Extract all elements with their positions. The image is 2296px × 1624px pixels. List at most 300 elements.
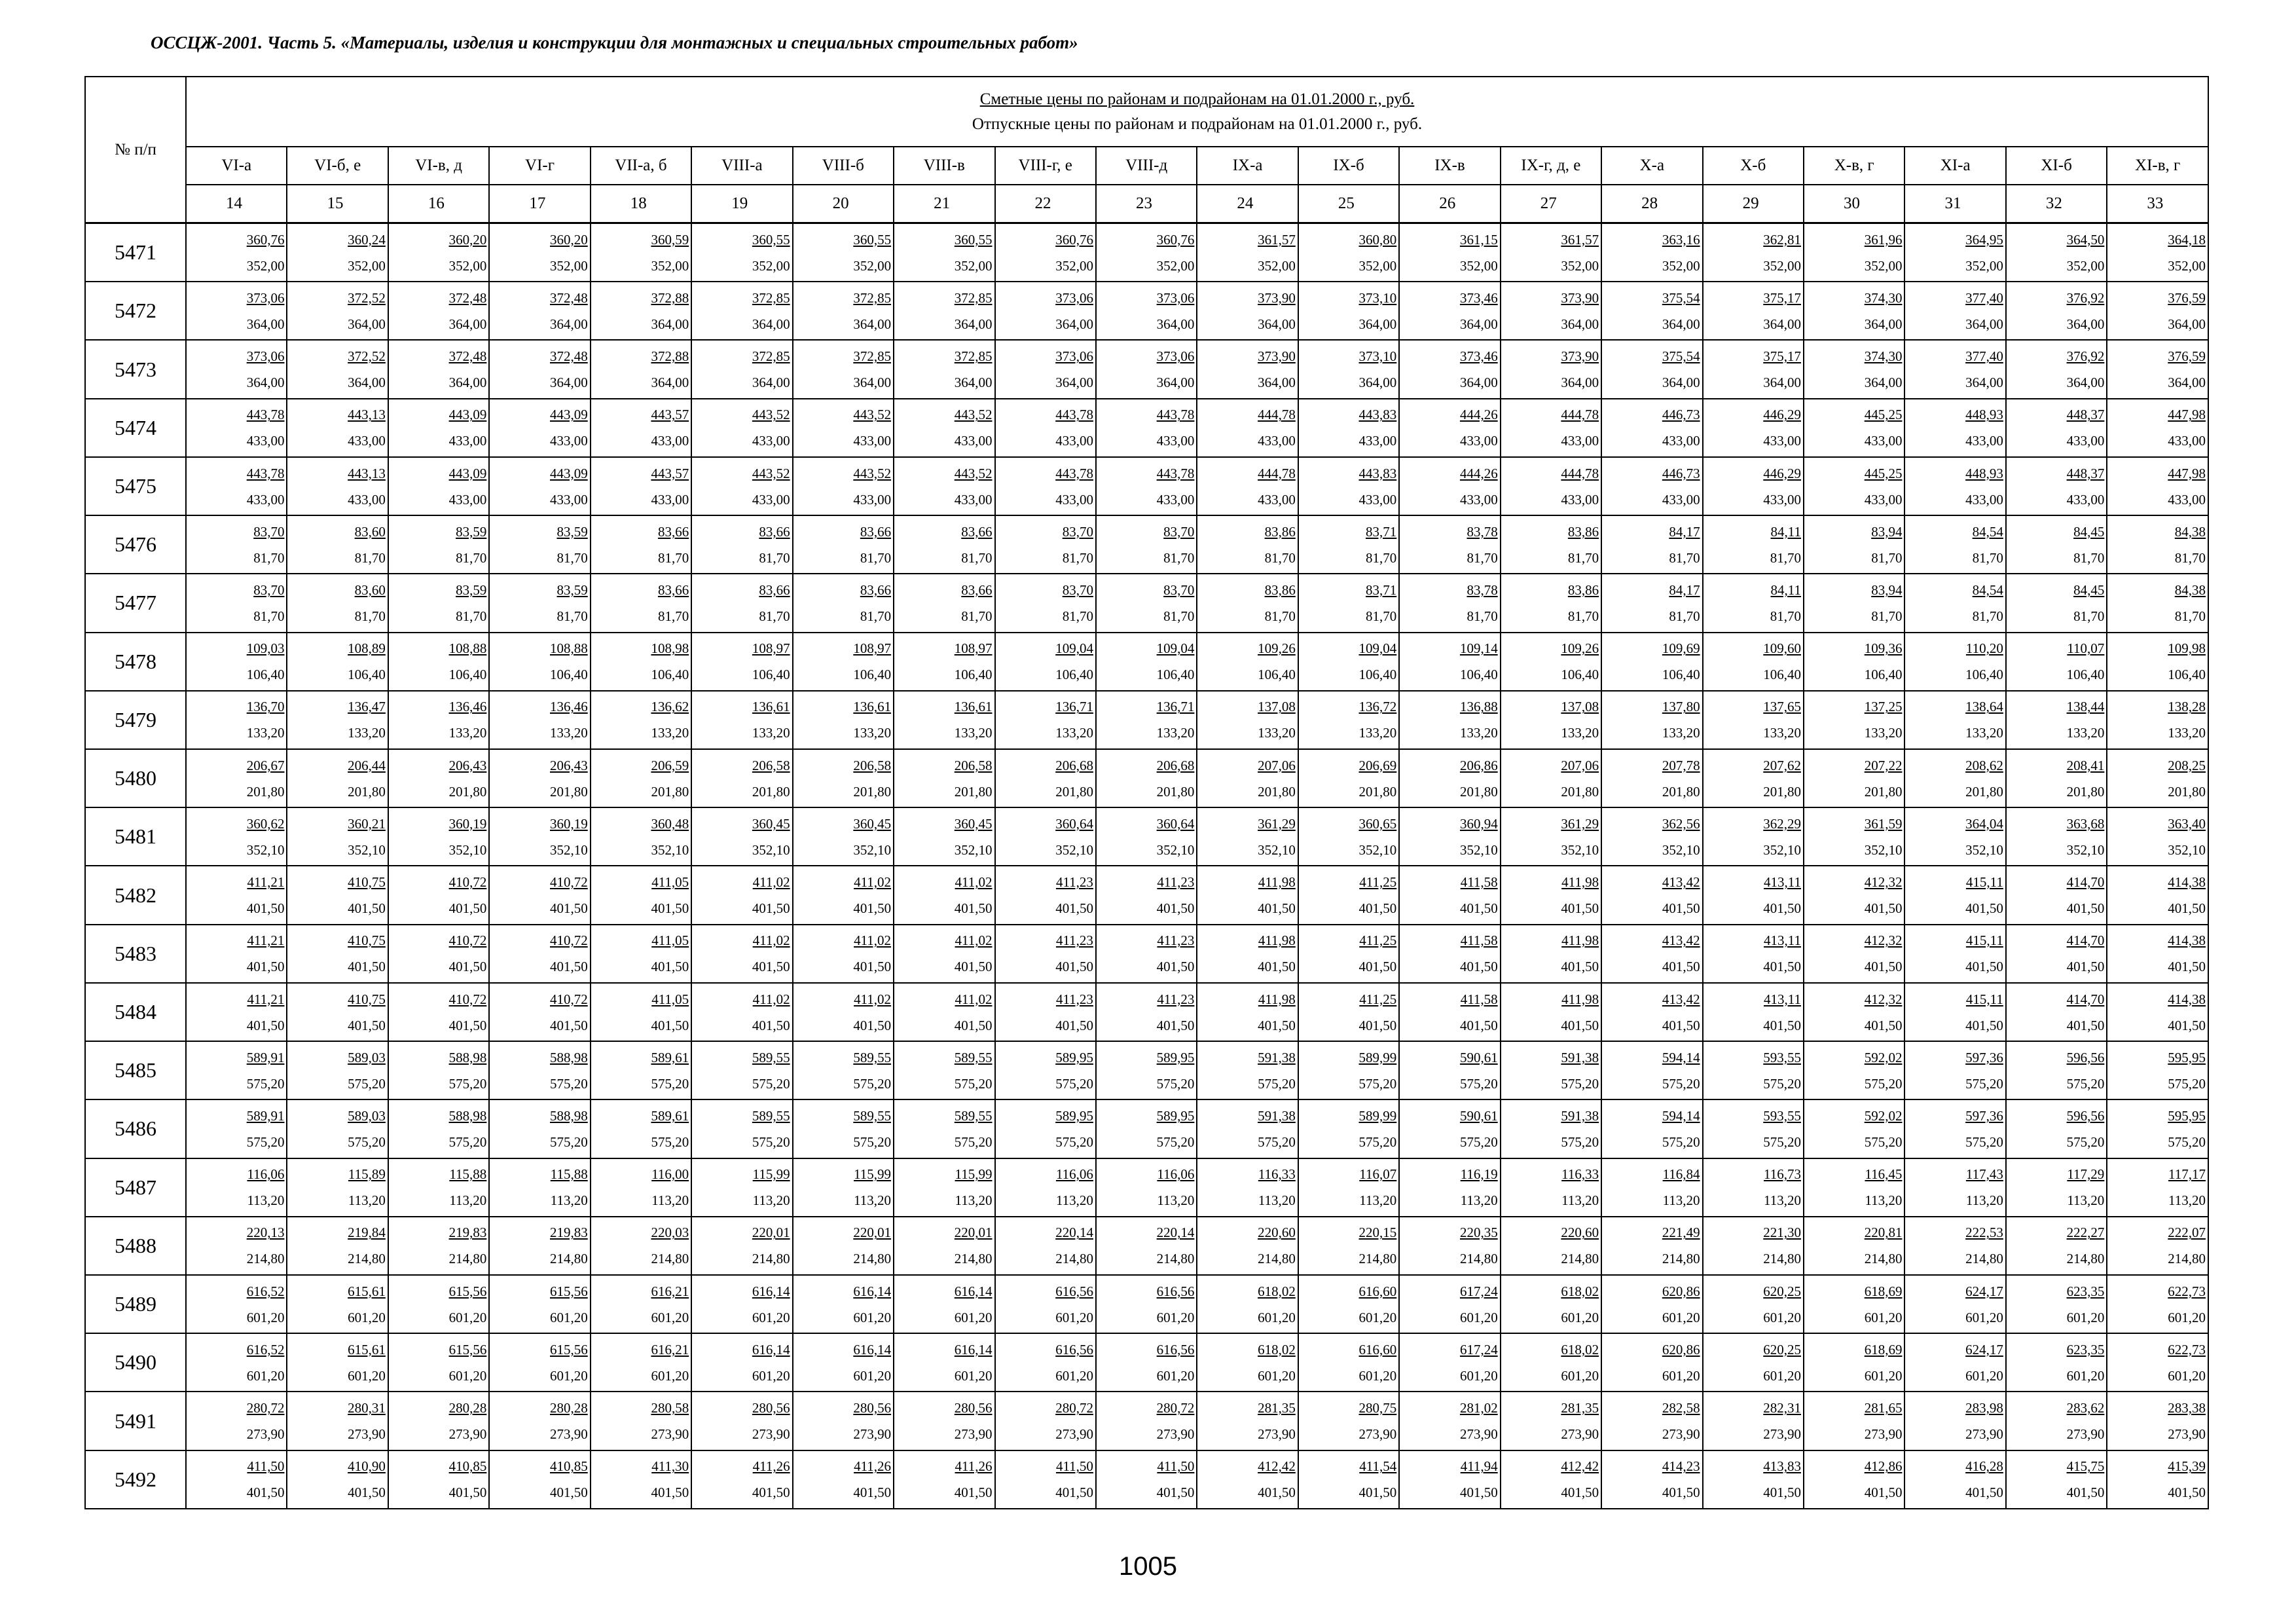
price-cell xyxy=(691,1217,792,1275)
release-price: 433,00 xyxy=(1156,433,1195,449)
price-cell xyxy=(1197,925,1298,983)
price-cell xyxy=(591,925,691,983)
price-cell xyxy=(995,1450,1096,1509)
estimate-price: 412,32 xyxy=(1864,991,1903,1007)
price-cell xyxy=(186,1099,287,1158)
estimate-price: 84,17 xyxy=(1669,523,1700,540)
price-cell xyxy=(1703,866,1804,924)
price-cell xyxy=(591,282,691,340)
price-cell xyxy=(388,983,489,1041)
estimate-price: 83,60 xyxy=(354,523,386,540)
estimate-price: 589,95 xyxy=(1055,1107,1093,1124)
release-price: 364,00 xyxy=(651,316,689,332)
release-price: 401,50 xyxy=(1156,900,1195,917)
release-price: 601,20 xyxy=(1258,1309,1296,1325)
table-row xyxy=(85,574,2208,632)
estimate-price: 591,38 xyxy=(1258,1107,1296,1124)
estimate-price: 617,24 xyxy=(1459,1341,1498,1357)
estimate-price: 116,84 xyxy=(1662,1166,1700,1183)
estimate-price: 360,19 xyxy=(448,815,487,832)
estimate-price: 363,40 xyxy=(2168,815,2206,832)
estimate-price: 83,70 xyxy=(1062,581,1093,598)
release-price: 201,80 xyxy=(954,783,993,800)
price-cell xyxy=(1197,399,1298,457)
release-price: 352,10 xyxy=(246,841,285,858)
estimate-price: 360,19 xyxy=(550,815,588,832)
estimate-price: 219,84 xyxy=(348,1225,386,1241)
estimate-price: 362,29 xyxy=(1763,815,1801,832)
release-price: 433,00 xyxy=(1864,433,1903,449)
release-price: 364,00 xyxy=(1561,375,1599,391)
price-cell xyxy=(287,574,388,632)
estimate-price: 589,03 xyxy=(348,1107,386,1124)
estimate-price: 117,29 xyxy=(2067,1166,2105,1183)
estimate-price: 589,91 xyxy=(246,1049,285,1065)
release-price: 401,50 xyxy=(348,1017,386,1033)
estimate-price: 411,21 xyxy=(247,874,285,891)
release-price: 81,70 xyxy=(1163,549,1195,566)
release-price: 352,10 xyxy=(752,841,790,858)
release-price: 401,50 xyxy=(550,900,588,917)
estimate-price: 596,56 xyxy=(2066,1049,2105,1065)
estimate-price: 136,62 xyxy=(651,699,689,715)
estimate-price: 411,30 xyxy=(651,1458,689,1475)
release-price: 352,10 xyxy=(1055,841,1093,858)
price-cell xyxy=(1804,807,1904,866)
estimate-price: 108,97 xyxy=(954,640,993,657)
estimate-price: 411,23 xyxy=(1055,874,1093,891)
estimate-price: 360,20 xyxy=(550,231,588,248)
release-price: 352,00 xyxy=(1864,257,1903,274)
estimate-price: 83,66 xyxy=(961,523,993,540)
estimate-price: 137,65 xyxy=(1763,699,1801,715)
release-price: 401,50 xyxy=(1561,900,1599,917)
estimate-price: 220,03 xyxy=(651,1225,689,1241)
price-cell xyxy=(1298,749,1399,807)
estimate-price: 373,06 xyxy=(246,289,285,306)
release-price: 273,90 xyxy=(1965,1426,2003,1443)
release-price: 575,20 xyxy=(1763,1134,1801,1150)
release-price: 113,20 xyxy=(1865,1192,1903,1209)
estimate-price: 136,61 xyxy=(954,699,993,715)
estimate-price: 616,60 xyxy=(1358,1283,1397,1299)
estimate-price: 206,44 xyxy=(348,757,386,773)
release-price: 201,80 xyxy=(1662,783,1700,800)
estimate-price: 616,14 xyxy=(853,1283,892,1299)
column-number: 23 xyxy=(1096,185,1197,223)
price-cell xyxy=(186,1333,287,1392)
estimate-price: 83,71 xyxy=(1366,523,1397,540)
release-price: 401,50 xyxy=(651,1485,689,1501)
release-price: 433,00 xyxy=(348,491,386,507)
estimate-price: 414,70 xyxy=(2066,932,2105,949)
price-cell xyxy=(2107,1217,2208,1275)
release-price: 401,50 xyxy=(448,959,487,975)
region-header: VI-г xyxy=(489,147,590,185)
estimate-price: 618,69 xyxy=(1864,1283,1903,1299)
estimate-price: 410,75 xyxy=(348,932,386,949)
price-cell xyxy=(2107,925,2208,983)
column-number: 14 xyxy=(186,185,287,223)
release-price: 433,00 xyxy=(651,433,689,449)
price-cell xyxy=(1298,1392,1399,1450)
release-price: 575,20 xyxy=(1358,1075,1397,1092)
release-price: 401,50 xyxy=(1965,900,2003,917)
release-price: 364,00 xyxy=(752,375,790,391)
price-cell xyxy=(1601,1275,1702,1333)
estimate-price: 207,06 xyxy=(1561,757,1599,773)
estimate-price: 443,83 xyxy=(1358,465,1397,481)
release-price: 601,20 xyxy=(1864,1309,1903,1325)
estimate-price: 443,78 xyxy=(246,407,285,423)
estimate-price: 617,24 xyxy=(1459,1283,1498,1299)
price-cell xyxy=(1096,1099,1197,1158)
release-price: 401,50 xyxy=(1358,1485,1397,1501)
price-cell xyxy=(1096,515,1197,574)
price-cell xyxy=(995,691,1096,749)
release-price: 401,50 xyxy=(651,900,689,917)
column-number: 30 xyxy=(1804,185,1904,223)
release-price: 106,40 xyxy=(752,667,790,683)
price-cell xyxy=(489,633,590,691)
release-price: 433,00 xyxy=(853,491,892,507)
release-price: 364,00 xyxy=(1358,316,1397,332)
estimate-price: 373,06 xyxy=(1156,289,1195,306)
estimate-price: 589,61 xyxy=(651,1107,689,1124)
price-cell xyxy=(388,1392,489,1450)
release-price: 601,20 xyxy=(1055,1367,1093,1384)
estimate-price: 590,61 xyxy=(1459,1049,1498,1065)
table-row xyxy=(85,515,2208,574)
column-number: 24 xyxy=(1197,185,1298,223)
price-cell xyxy=(186,1217,287,1275)
price-cell xyxy=(287,925,388,983)
release-price: 401,50 xyxy=(1965,1017,2003,1033)
price-cell xyxy=(1096,925,1197,983)
region-header: XI-б xyxy=(2006,147,2107,185)
price-cell xyxy=(995,983,1096,1041)
price-cell xyxy=(1601,457,1702,515)
price-cell xyxy=(1197,1041,1298,1099)
estimate-price: 410,72 xyxy=(550,932,588,949)
estimate-price: 411,05 xyxy=(651,932,689,949)
release-price: 601,20 xyxy=(550,1367,588,1384)
estimate-price: 444,26 xyxy=(1459,465,1498,481)
price-cell xyxy=(388,1450,489,1509)
estimate-price: 83,59 xyxy=(556,523,588,540)
table-row xyxy=(85,925,2208,983)
price-cell xyxy=(1096,1217,1197,1275)
estimate-price: 219,83 xyxy=(448,1225,487,1241)
estimate-price: 220,60 xyxy=(1258,1225,1296,1241)
price-cell xyxy=(894,633,994,691)
price-cell xyxy=(287,866,388,924)
price-cell xyxy=(1197,1450,1298,1509)
release-price: 575,20 xyxy=(2168,1134,2206,1150)
price-cell xyxy=(1501,633,1601,691)
price-cell xyxy=(1399,1450,1500,1509)
price-cell xyxy=(1197,223,1298,282)
release-price: 575,20 xyxy=(1561,1134,1599,1150)
row-number: 5476 xyxy=(85,515,186,574)
estimate-price: 620,86 xyxy=(1662,1283,1700,1299)
release-price: 401,50 xyxy=(853,1017,892,1033)
release-price: 133,20 xyxy=(2168,725,2206,741)
price-cell xyxy=(1904,1041,2005,1099)
price-cell xyxy=(388,866,489,924)
release-price: 273,90 xyxy=(1864,1426,1903,1443)
price-cell xyxy=(1501,282,1601,340)
release-price: 81,70 xyxy=(354,608,386,624)
price-cell xyxy=(793,925,894,983)
release-price: 214,80 xyxy=(2066,1251,2105,1267)
estimate-price: 416,28 xyxy=(1965,1458,2003,1475)
price-cell xyxy=(1601,399,1702,457)
release-price: 401,50 xyxy=(1258,1485,1296,1501)
release-price: 81,70 xyxy=(456,549,487,566)
estimate-price: 84,54 xyxy=(1972,523,2003,540)
price-cell xyxy=(1703,1450,1804,1509)
price-cell xyxy=(1904,399,2005,457)
estimate-price: 283,98 xyxy=(1965,1400,2003,1416)
estimate-price: 624,17 xyxy=(1965,1283,2003,1299)
release-price: 106,40 xyxy=(1965,667,2003,683)
price-cell xyxy=(1804,1217,1904,1275)
release-price: 81,70 xyxy=(860,549,892,566)
price-cell xyxy=(1399,633,1500,691)
estimate-price: 411,26 xyxy=(752,1458,790,1475)
region-header: IX-г, д, е xyxy=(1501,147,1601,185)
estimate-price: 411,21 xyxy=(247,991,285,1007)
region-header: X-б xyxy=(1703,147,1804,185)
release-price: 575,20 xyxy=(448,1075,487,1092)
price-cell xyxy=(287,282,388,340)
column-number: 20 xyxy=(793,185,894,223)
estimate-price: 206,68 xyxy=(1156,757,1195,773)
release-price: 433,00 xyxy=(246,433,285,449)
release-price: 433,00 xyxy=(1763,433,1801,449)
estimate-price: 375,54 xyxy=(1662,348,1700,365)
price-cell xyxy=(2107,399,2208,457)
price-cell xyxy=(1298,1275,1399,1333)
release-price: 106,40 xyxy=(954,667,993,683)
price-cell xyxy=(186,223,287,282)
price-cell xyxy=(793,1450,894,1509)
price-cell xyxy=(2107,282,2208,340)
estimate-price: 362,81 xyxy=(1763,231,1801,248)
row-number: 5474 xyxy=(85,399,186,457)
release-price: 352,00 xyxy=(2168,257,2206,274)
estimate-price: 83,86 xyxy=(1567,581,1599,598)
release-price: 401,50 xyxy=(1864,1017,1903,1033)
price-cell xyxy=(1804,399,1904,457)
estimate-price: 280,56 xyxy=(954,1400,993,1416)
price-cell xyxy=(1703,1217,1804,1275)
price-cell xyxy=(1096,457,1197,515)
region-header: IX-б xyxy=(1298,147,1399,185)
release-price: 273,90 xyxy=(1561,1426,1599,1443)
release-price: 601,20 xyxy=(550,1309,588,1325)
estimate-price: 373,06 xyxy=(246,348,285,365)
price-cell xyxy=(1703,1275,1804,1333)
estimate-price: 136,72 xyxy=(1358,699,1397,715)
price-cell xyxy=(2006,633,2107,691)
price-cell xyxy=(1804,691,1904,749)
release-price: 113,20 xyxy=(651,1192,689,1209)
estimate-price: 588,98 xyxy=(448,1049,487,1065)
price-cell xyxy=(894,983,994,1041)
release-price: 401,50 xyxy=(1156,1485,1195,1501)
price-cell xyxy=(894,1333,994,1392)
row-number: 5489 xyxy=(85,1275,186,1333)
estimate-price: 589,03 xyxy=(348,1049,386,1065)
release-price: 401,50 xyxy=(1763,1017,1801,1033)
price-cell xyxy=(1703,925,1804,983)
estimate-price: 109,26 xyxy=(1561,640,1599,657)
price-cell xyxy=(1804,1392,1904,1450)
price-cell xyxy=(1399,1099,1500,1158)
price-cell xyxy=(2006,1450,2107,1509)
estimate-price: 443,09 xyxy=(448,407,487,423)
region-header: VI-в, д xyxy=(388,147,489,185)
price-cell xyxy=(1804,983,1904,1041)
release-price: 214,80 xyxy=(954,1251,993,1267)
release-price: 401,50 xyxy=(2066,1017,2105,1033)
estimate-price: 622,73 xyxy=(2168,1283,2206,1299)
price-cell xyxy=(1904,633,2005,691)
release-price: 364,00 xyxy=(651,375,689,391)
release-price: 273,90 xyxy=(752,1426,790,1443)
estimate-price: 618,02 xyxy=(1561,1341,1599,1357)
estimate-price: 373,10 xyxy=(1358,289,1397,306)
row-number: 5480 xyxy=(85,749,186,807)
table-row xyxy=(85,282,2208,340)
estimate-price: 206,86 xyxy=(1459,757,1498,773)
price-cell xyxy=(793,1041,894,1099)
price-cell xyxy=(1298,399,1399,457)
release-price: 201,80 xyxy=(1156,783,1195,800)
estimate-price: 373,90 xyxy=(1258,289,1296,306)
release-price: 364,00 xyxy=(448,375,487,391)
price-cell xyxy=(1501,1099,1601,1158)
estimate-price: 411,25 xyxy=(1359,874,1397,891)
price-cell xyxy=(1601,1450,1702,1509)
release-price: 601,20 xyxy=(1662,1367,1700,1384)
price-cell xyxy=(691,1099,792,1158)
release-price: 352,10 xyxy=(1459,841,1498,858)
release-price: 401,50 xyxy=(1662,900,1700,917)
estimate-price: 589,55 xyxy=(853,1107,892,1124)
price-cell xyxy=(2006,282,2107,340)
price-cell xyxy=(489,983,590,1041)
release-price: 401,50 xyxy=(651,1017,689,1033)
release-price: 81,70 xyxy=(759,608,790,624)
price-cell xyxy=(691,1450,792,1509)
release-price: 106,40 xyxy=(1156,667,1195,683)
estimate-price: 412,42 xyxy=(1561,1458,1599,1475)
release-price: 401,50 xyxy=(2168,900,2206,917)
price-cell xyxy=(1501,1450,1601,1509)
price-cell xyxy=(388,691,489,749)
release-price: 601,20 xyxy=(1763,1367,1801,1384)
release-price: 214,80 xyxy=(1156,1251,1195,1267)
price-cell xyxy=(1096,807,1197,866)
price-cell xyxy=(591,223,691,282)
estimate-price: 360,59 xyxy=(651,231,689,248)
estimate-price: 412,42 xyxy=(1258,1458,1296,1475)
estimate-price: 136,70 xyxy=(246,699,285,715)
estimate-price: 618,02 xyxy=(1258,1283,1296,1299)
release-price: 401,50 xyxy=(1358,900,1397,917)
price-cell xyxy=(2006,574,2107,632)
column-number: 17 xyxy=(489,185,590,223)
release-price: 401,50 xyxy=(954,1017,993,1033)
release-price: 201,80 xyxy=(246,783,285,800)
price-cell xyxy=(1601,223,1702,282)
estimate-price: 446,73 xyxy=(1662,465,1700,481)
release-price: 113,20 xyxy=(449,1192,487,1209)
release-price: 601,20 xyxy=(246,1367,285,1384)
estimate-price: 413,11 xyxy=(1764,874,1801,891)
estimate-price: 84,38 xyxy=(2174,581,2206,598)
price-cell xyxy=(691,399,792,457)
release-price: 352,00 xyxy=(550,257,588,274)
price-cell xyxy=(186,282,287,340)
estimate-price: 360,94 xyxy=(1459,815,1498,832)
estimate-price: 411,02 xyxy=(955,991,993,1007)
price-cell xyxy=(186,340,287,398)
release-price: 201,80 xyxy=(1258,783,1296,800)
estimate-price: 220,01 xyxy=(752,1225,790,1241)
release-price: 81,70 xyxy=(1770,549,1801,566)
release-price: 601,20 xyxy=(752,1309,790,1325)
estimate-price: 364,04 xyxy=(1965,815,2003,832)
price-cell xyxy=(2006,340,2107,398)
estimate-price: 411,02 xyxy=(854,874,892,891)
release-price: 601,20 xyxy=(1965,1309,2003,1325)
estimate-price: 445,25 xyxy=(1864,465,1903,481)
release-price: 214,80 xyxy=(651,1251,689,1267)
estimate-price: 84,11 xyxy=(1770,581,1801,598)
release-price: 352,10 xyxy=(1864,841,1903,858)
price-cell xyxy=(2006,983,2107,1041)
price-cell xyxy=(186,866,287,924)
release-price: 433,00 xyxy=(550,491,588,507)
price-cell xyxy=(287,457,388,515)
estimate-price: 410,72 xyxy=(448,991,487,1007)
release-price: 401,50 xyxy=(1763,1485,1801,1501)
estimate-price: 280,31 xyxy=(348,1400,386,1416)
price-cell xyxy=(1399,457,1500,515)
release-price: 401,50 xyxy=(1459,900,1498,917)
price-cell xyxy=(591,1333,691,1392)
price-cell xyxy=(1096,691,1197,749)
release-price: 352,10 xyxy=(651,841,689,858)
release-price: 81,70 xyxy=(1669,549,1700,566)
estimate-price: 589,55 xyxy=(752,1049,790,1065)
estimate-price: 412,86 xyxy=(1864,1458,1903,1475)
estimate-price: 411,25 xyxy=(1359,932,1397,949)
release-price: 364,00 xyxy=(2066,316,2105,332)
price-cell xyxy=(995,340,1096,398)
column-number: 29 xyxy=(1703,185,1804,223)
price-cell xyxy=(1197,983,1298,1041)
price-cell xyxy=(995,1099,1096,1158)
release-price: 601,20 xyxy=(1055,1309,1093,1325)
release-price: 113,20 xyxy=(752,1192,790,1209)
price-cell xyxy=(186,925,287,983)
estimate-price: 280,75 xyxy=(1358,1400,1397,1416)
